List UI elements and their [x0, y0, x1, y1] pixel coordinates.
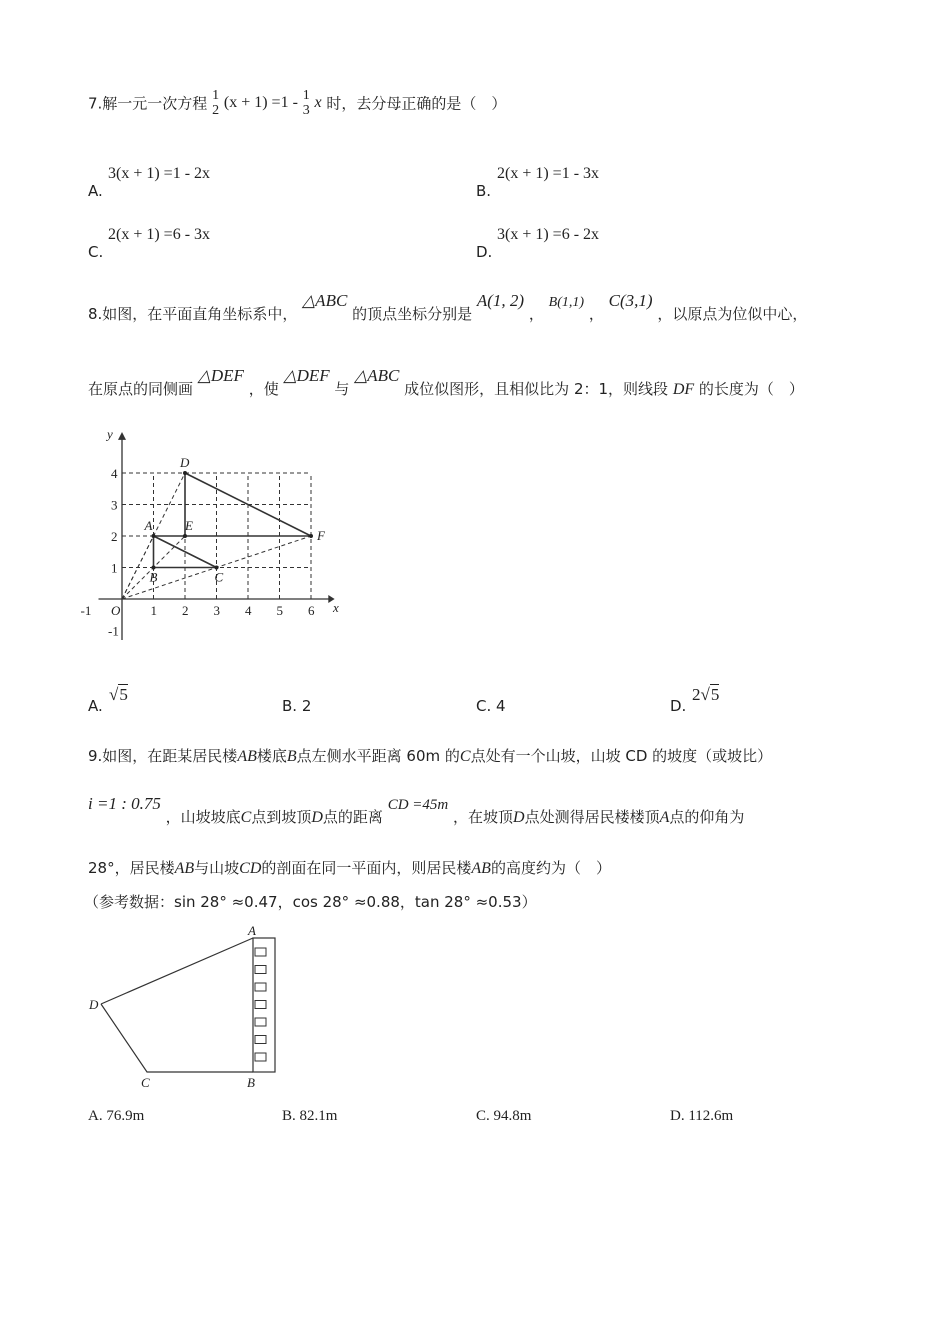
q7-option-c[interactable] [88, 243, 103, 261]
q7-frac-third: 1 3 [302, 88, 310, 118]
q9-option-d-value: 112.6m [688, 1108, 734, 1124]
label-point-a: A [144, 518, 153, 533]
q9-window [255, 1036, 266, 1044]
q9-option-d[interactable] [670, 1108, 733, 1125]
q9-line2-b: 点到坡顶 [251, 808, 312, 826]
q9-c-2: C [240, 809, 252, 826]
q8-option-b[interactable] [282, 697, 311, 715]
y-tick-1: 1 [111, 560, 118, 576]
q7-option-b-label: B. [476, 182, 492, 200]
q8-tri-def-2: △DEF [283, 366, 330, 385]
q9-label-a: A [248, 923, 256, 938]
q9-building [253, 938, 275, 1072]
label-point-f: F [317, 528, 325, 543]
q9-reference: （参考数据：sin 28° ≈0.47，cos 28° ≈0.88，tan 28° ≈0.53） [84, 893, 537, 911]
q9-line2-f: 点的仰角为 [669, 808, 745, 826]
q8-comma1: ， [528, 305, 544, 323]
y-tick-4: 4 [111, 466, 118, 481]
q9-option-a-value: 76.9m [106, 1108, 145, 1124]
q9-c: C [459, 748, 471, 765]
q9-a: A [659, 809, 670, 826]
q8-labels [81, 426, 340, 638]
x-tick-3: 3 [213, 603, 220, 618]
q8-line2-c: 与 [334, 380, 350, 398]
q8-option-d-expr: 2√5 [692, 685, 720, 704]
q8-option-a-root: 5 [119, 685, 128, 704]
q7-option-d-expr: 3(x + 1) =6 - 2x [497, 226, 600, 243]
point-f [309, 534, 313, 538]
q9-d: D [311, 809, 323, 826]
q9-d-2: D [513, 809, 525, 826]
q9-line1-c: 点左侧水平距离 60m 的 [296, 747, 460, 765]
q9-line3-b: 与山坡 [194, 859, 240, 877]
label-y-axis: y [107, 426, 113, 442]
q8-line1 [88, 290, 808, 323]
q7-option-d[interactable] [476, 243, 492, 261]
q9-line3 [88, 857, 611, 878]
y-tick--1: -1 [108, 623, 119, 639]
q7-option-a[interactable] [88, 182, 103, 200]
q8-line2-d: 成位似图形，且相似比为 2：1，则线段 [404, 380, 669, 398]
q8-tri-abc-2: △ABC [354, 366, 400, 385]
q7-option-c-expr: 2(x + 1) =6 - 3x [108, 226, 211, 243]
q7-eq-mid: (x + 1) =1 - [223, 94, 298, 111]
q9-line1 [88, 745, 772, 766]
q9-line1-a: 9.如图，在距某居民楼 [88, 747, 238, 765]
q9-window [255, 948, 266, 956]
q7-stem [88, 88, 506, 138]
q8-option-d-label: D. [670, 697, 687, 715]
x-tick-6: 6 [308, 603, 315, 618]
q8-tri-abc: △ABC [302, 291, 348, 310]
q9-line2-a: ，山坡坡底 [165, 808, 241, 826]
q8-option-b-label: B. [282, 697, 298, 715]
label-point-d: D [180, 455, 190, 470]
label-point-e: E [185, 518, 193, 533]
label-point-b: B [149, 569, 158, 585]
q9-window [255, 983, 266, 991]
point-a [152, 534, 156, 538]
label-x-axis: x [333, 600, 339, 615]
q8-figure [80, 415, 350, 650]
point-e [183, 534, 187, 538]
q8-mid1: 的顶点坐标分别是 [352, 305, 473, 323]
q8-option-c-label: C. [476, 697, 492, 715]
q9-window [255, 1053, 266, 1061]
q9-option-b-value: 82.1m [299, 1108, 338, 1124]
q9-b: B [286, 748, 297, 765]
y-tick-3: 3 [111, 497, 118, 513]
q7-option-c-label: C. [88, 243, 104, 261]
q8-option-c-expr: 4 [496, 697, 506, 715]
q9-label-d: D [89, 997, 99, 1012]
q9-windows [255, 948, 266, 1061]
q7-option-b[interactable] [476, 182, 491, 200]
q9-ab-3: AB [471, 860, 491, 877]
x-tick--1: -1 [80, 603, 92, 618]
q9-label-c: C [141, 1075, 150, 1090]
x-tick-5: 5 [276, 603, 283, 618]
q9-window [255, 1018, 266, 1026]
q9-ab-2: AB [174, 860, 195, 877]
q8-option-a-expr: √5 [109, 685, 128, 704]
q9-line2 [88, 793, 745, 826]
q9-option-b-label: B. [282, 1108, 296, 1124]
q9-ab: AB [237, 748, 257, 765]
q9-line2-c: 点的距离 [322, 808, 383, 826]
q9-line1-d: 点处有一个山坡，山坡 CD 的坡度（或坡比） [470, 747, 773, 765]
q9-option-c-value: 94.8m [493, 1108, 532, 1124]
q8-point-a: A(1, 2) [476, 291, 525, 310]
y-tick-2: 2 [111, 529, 118, 544]
q9-label-b: B [247, 1075, 255, 1090]
q8-option-b-expr: 2 [301, 697, 312, 715]
q9-option-c-label: C. [476, 1108, 490, 1124]
q9-cd: CD [239, 860, 262, 877]
q9-line3-d: 的高度约为（ ） [490, 859, 611, 877]
q9-option-a[interactable] [88, 1108, 144, 1125]
q9-figure [85, 922, 290, 1092]
q8-line2-e: 的长度为（ ） [698, 380, 804, 398]
q9-window [255, 1001, 266, 1009]
q8-prefix: 8.如图，在平面直角坐标系中， [88, 305, 298, 323]
q8-df: DF [672, 381, 695, 398]
q8-option-a[interactable] [88, 697, 103, 715]
q7-option-b-expr: 2(x + 1) =1 - 3x [497, 165, 600, 182]
x-tick-4: 4 [245, 603, 252, 618]
q8-line2-b: ，使 [248, 380, 279, 398]
q7-eq-x: x [314, 94, 322, 111]
x-tick-1: 1 [150, 603, 157, 618]
q9-cd-eq: CD =45m [387, 797, 449, 813]
q8-option-c[interactable] [476, 697, 506, 715]
q8-option-d[interactable] [670, 697, 686, 715]
q7-option-a-expr: 3(x + 1) =1 - 2x [108, 165, 211, 182]
q9-line3-c: 的剖面在同一平面内，则居民楼 [261, 859, 472, 877]
q8-line2 [88, 365, 804, 398]
q8-point-b: B(1,1) [548, 295, 585, 310]
q7-option-d-label: D. [476, 243, 493, 261]
q7-prefix: 7.解一元一次方程 [88, 94, 208, 113]
q9-slope: i =1 : 0.75 [88, 794, 161, 813]
q9-line2-e: 点处测得居民楼楼顶 [524, 808, 660, 826]
q8-option-d-coef: 2 [692, 685, 701, 704]
q9-option-b[interactable] [282, 1108, 337, 1125]
y-axis-arrow [118, 432, 126, 440]
q9-option-c[interactable] [476, 1108, 531, 1125]
q9-option-d-label: D. [670, 1108, 685, 1124]
q8-option-d-root: 5 [710, 685, 720, 704]
q8-point-c: C(3,1) [608, 291, 653, 310]
q7-frac-half: 1 2 [212, 88, 220, 118]
point-d [183, 471, 187, 475]
q8-tail1: ，以原点为位似中心， [657, 305, 808, 323]
q7-suffix: 时，去分母正确的是（ ） [326, 94, 507, 113]
q9-line1-b: 楼底 [256, 747, 287, 765]
q9-slope-outline [101, 938, 253, 1072]
q9-line2-d: ，在坡顶 [453, 808, 514, 826]
q9-window [255, 966, 266, 974]
q8-tri-def-1: △DEF [197, 366, 244, 385]
q8-option-a-label: A. [88, 697, 103, 715]
q7-option-a-label: A. [88, 182, 103, 200]
q8-comma2: ， [588, 305, 604, 323]
label-point-c: C [214, 569, 224, 585]
label-origin: O [111, 603, 121, 618]
q8-line2-a: 在原点的同侧画 [88, 380, 194, 398]
x-tick-2: 2 [182, 603, 189, 618]
q9-option-a-label: A. [88, 1108, 103, 1124]
q9-line3-a: 28°，居民楼 [88, 859, 175, 877]
